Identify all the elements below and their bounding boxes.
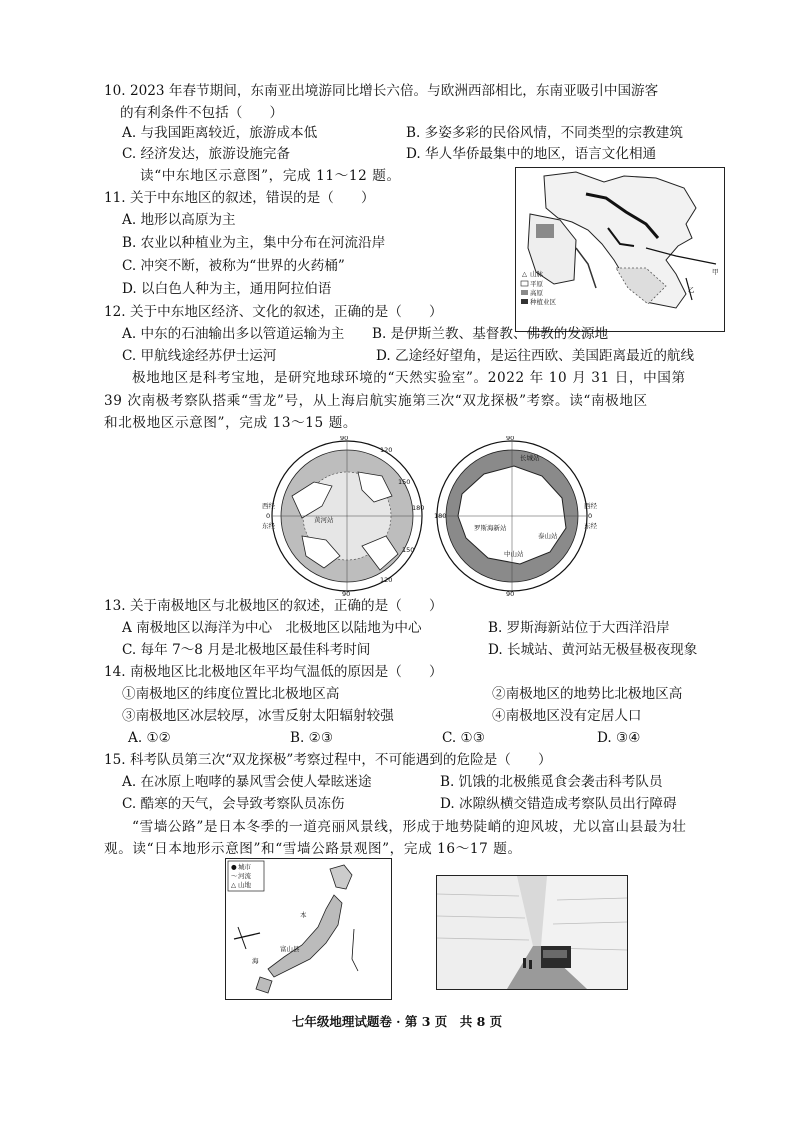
middle-east-intro: 读“中东地区示意图”，完成 11～12 题。 — [140, 168, 401, 184]
q14-statement-2: ②南极地区的地势比北极地区高 — [492, 686, 683, 702]
south-label-0: 0 — [588, 512, 593, 520]
snow-wall-road-photo — [436, 875, 628, 990]
snow-wall-drawing — [437, 876, 627, 989]
japan-map-drawing — [226, 859, 391, 999]
q11-option-d: D. 以白色人种为主，通用阿拉伯语 — [122, 281, 332, 297]
q15-option-c: C. 酷寒的天气，会导致考察队员冻伤 — [122, 796, 345, 812]
q10-option-a: A. 与我国距离较近，旅游成本低 — [122, 125, 318, 141]
svg-text:△: △ — [522, 270, 527, 278]
north-label-0: 0 — [266, 512, 271, 520]
north-label-90-bottom: 90 — [342, 590, 351, 596]
q11-option-b: B. 农业以种植业为主，集中分布在河流沿岸 — [122, 235, 386, 251]
q13-option-b: B. 罗斯海新站位于大西洋沿岸 — [488, 620, 670, 636]
svg-text:〜: 〜 — [231, 872, 238, 880]
south-label-zhongshan: 中山站 — [504, 550, 524, 558]
polar-intro-line1: 极地地区是科考宝地，是研究地球环境的“天然实验室”。2022 年 10 月 31 日，中国第 — [132, 370, 686, 386]
south-polar-map — [434, 436, 598, 596]
legend-farming: 种植业区 — [530, 298, 556, 306]
q10-stem-line2: 的有利条件不包括（ ） — [120, 105, 284, 121]
middle-east-map — [515, 167, 725, 332]
q15-option-b: B. 饥饿的北极熊觅食会袭击科考队员 — [440, 774, 663, 790]
japan-label-ben: 本 — [300, 911, 307, 919]
south-label-east: 东经 — [584, 522, 597, 530]
japan-label-toyama: 富山县 — [280, 945, 300, 953]
q10-option-d: D. 华人华侨最集中的地区，语言文化相通 — [406, 146, 657, 162]
q14-statement-3: ③南极地区冰层较厚，冰雪反射太阳辐射较强 — [122, 708, 394, 724]
q14-option-d: D. ③④ — [597, 730, 641, 746]
q14-statement-4: ④南极地区没有定居人口 — [492, 708, 642, 724]
legend-plain: 平原 — [530, 280, 543, 288]
north-label-west: 西经 — [262, 502, 275, 510]
q13-option-c: C. 每年 7～8 月是北极地区最佳科考时间 — [122, 642, 371, 658]
q12-stem: 12. 关于中东地区经济、文化的叙述，正确的是（ ） — [104, 304, 443, 320]
north-label-east: 东经 — [262, 522, 275, 530]
north-label-90-top: 90 — [340, 436, 349, 442]
south-label-west: 西经 — [584, 502, 597, 510]
north-label-180: 180 — [412, 504, 425, 512]
q11-option-a: A. 地形以高原为主 — [122, 212, 236, 228]
q12-option-b: B. 是伊斯兰教、基督教、佛教的发源地 — [372, 326, 609, 342]
q14-statement-1: ①南极地区的纬度位置比北极地区高 — [122, 686, 340, 702]
south-label-90-bottom: 90 — [506, 590, 515, 596]
japan-label-hai: 海 — [252, 957, 259, 965]
svg-text:△: △ — [231, 881, 236, 889]
q10-stem-line1: 10. 2023 年春节期间，东南亚出境游同比增长六倍。与欧洲西部相比，东南亚吸引中国游客 — [104, 83, 659, 99]
south-label-taishan: 泰山站 — [538, 532, 558, 540]
polar-intro-line3: 和北极地区示意图”，完成 13～15 题。 — [104, 415, 358, 431]
q14-option-c: C. ①③ — [442, 730, 485, 746]
q14-option-b: B. ②③ — [290, 730, 334, 746]
south-label-180: 180 — [434, 512, 447, 520]
q12-option-c: C. 甲航线途经苏伊士运河 — [122, 348, 277, 364]
q13-stem: 13. 关于南极地区与北极地区的叙述，正确的是（ ） — [104, 598, 443, 614]
q11-option-c: C. 冲突不断，被称为“世界的火药桶” — [122, 258, 345, 274]
japan-terrain-map — [225, 858, 392, 1000]
north-label-150: 150 — [398, 478, 411, 486]
north-label-150b: 150 — [402, 546, 415, 554]
route-yi-label: 乙 — [688, 286, 695, 294]
route-jia-label: 甲 — [712, 268, 719, 276]
q13-option-a: A 南极地区以海洋为中心 北极地区以陆地为中心 — [122, 620, 422, 636]
legend-plateau: 高原 — [530, 289, 543, 297]
q14-option-a: A. ①② — [128, 730, 171, 746]
q12-option-a: A. 中东的石油输出多以管道运输为主 — [122, 326, 345, 342]
middle-east-map-drawing — [516, 168, 724, 331]
north-label-120b: 120 — [380, 576, 393, 584]
page-footer: 七年级地理试题卷 · 第 3 页 共 8 页 — [291, 1014, 503, 1029]
polar-maps-drawing — [262, 436, 600, 596]
q15-stem: 15. 科考队员第三次“双龙探极”考察过程中，不可能遇到的危险是（ ） — [104, 752, 552, 768]
polar-intro-line2: 39 次南极考察队搭乘“雪龙”号，从上海启航实施第三次“双龙探极”考察。读“南极地区 — [104, 393, 648, 409]
legend-mountain: 山脉 — [530, 270, 543, 278]
south-label-90-top: 90 — [506, 436, 515, 442]
south-label-rosshai: 罗斯海新站 — [474, 524, 507, 532]
q14-stem: 14. 南极地区比北极地区年平均气温低的原因是（ ） — [104, 664, 443, 680]
q10-option-c: C. 经济发达，旅游设施完备 — [122, 146, 291, 162]
svg-text:●: ● — [231, 863, 237, 871]
north-polar-map — [262, 436, 424, 596]
south-label-changcheng: 长城站 — [520, 454, 540, 462]
japan-legend-river: 河流 — [238, 872, 251, 880]
japan-intro-line2: 观。读“日本地形示意图”和“雪墙公路景观图”，完成 16～17 题。 — [104, 841, 522, 857]
polar-maps — [262, 436, 600, 596]
japan-legend-city: 城市 — [238, 863, 251, 871]
q15-option-a: A. 在冰原上咆哮的暴风雪会使人晕眩迷途 — [122, 774, 372, 790]
q10-option-b: B. 多姿多彩的民俗风情，不同类型的宗教建筑 — [406, 125, 683, 141]
north-label-huanghe: 黄河站 — [314, 516, 334, 524]
north-label-120: 120 — [380, 446, 393, 454]
q11-stem: 11. 关于中东地区的叙述，错误的是（ ） — [104, 190, 375, 206]
q12-option-d: D. 乙途经好望角，是运往西欧、美国距离最近的航线 — [376, 348, 695, 364]
q15-option-d: D. 冰隙纵横交错造成考察队员出行障碍 — [440, 796, 677, 812]
q13-option-d: D. 长城站、黄河站无极昼极夜现象 — [488, 642, 698, 658]
japan-intro-line1: “雪墙公路”是日本冬季的一道亮丽风景线，形成于地势陡峭的迎风坡，尤以富山县最为壮 — [132, 819, 687, 835]
japan-legend-mountain: 山地 — [238, 881, 251, 889]
